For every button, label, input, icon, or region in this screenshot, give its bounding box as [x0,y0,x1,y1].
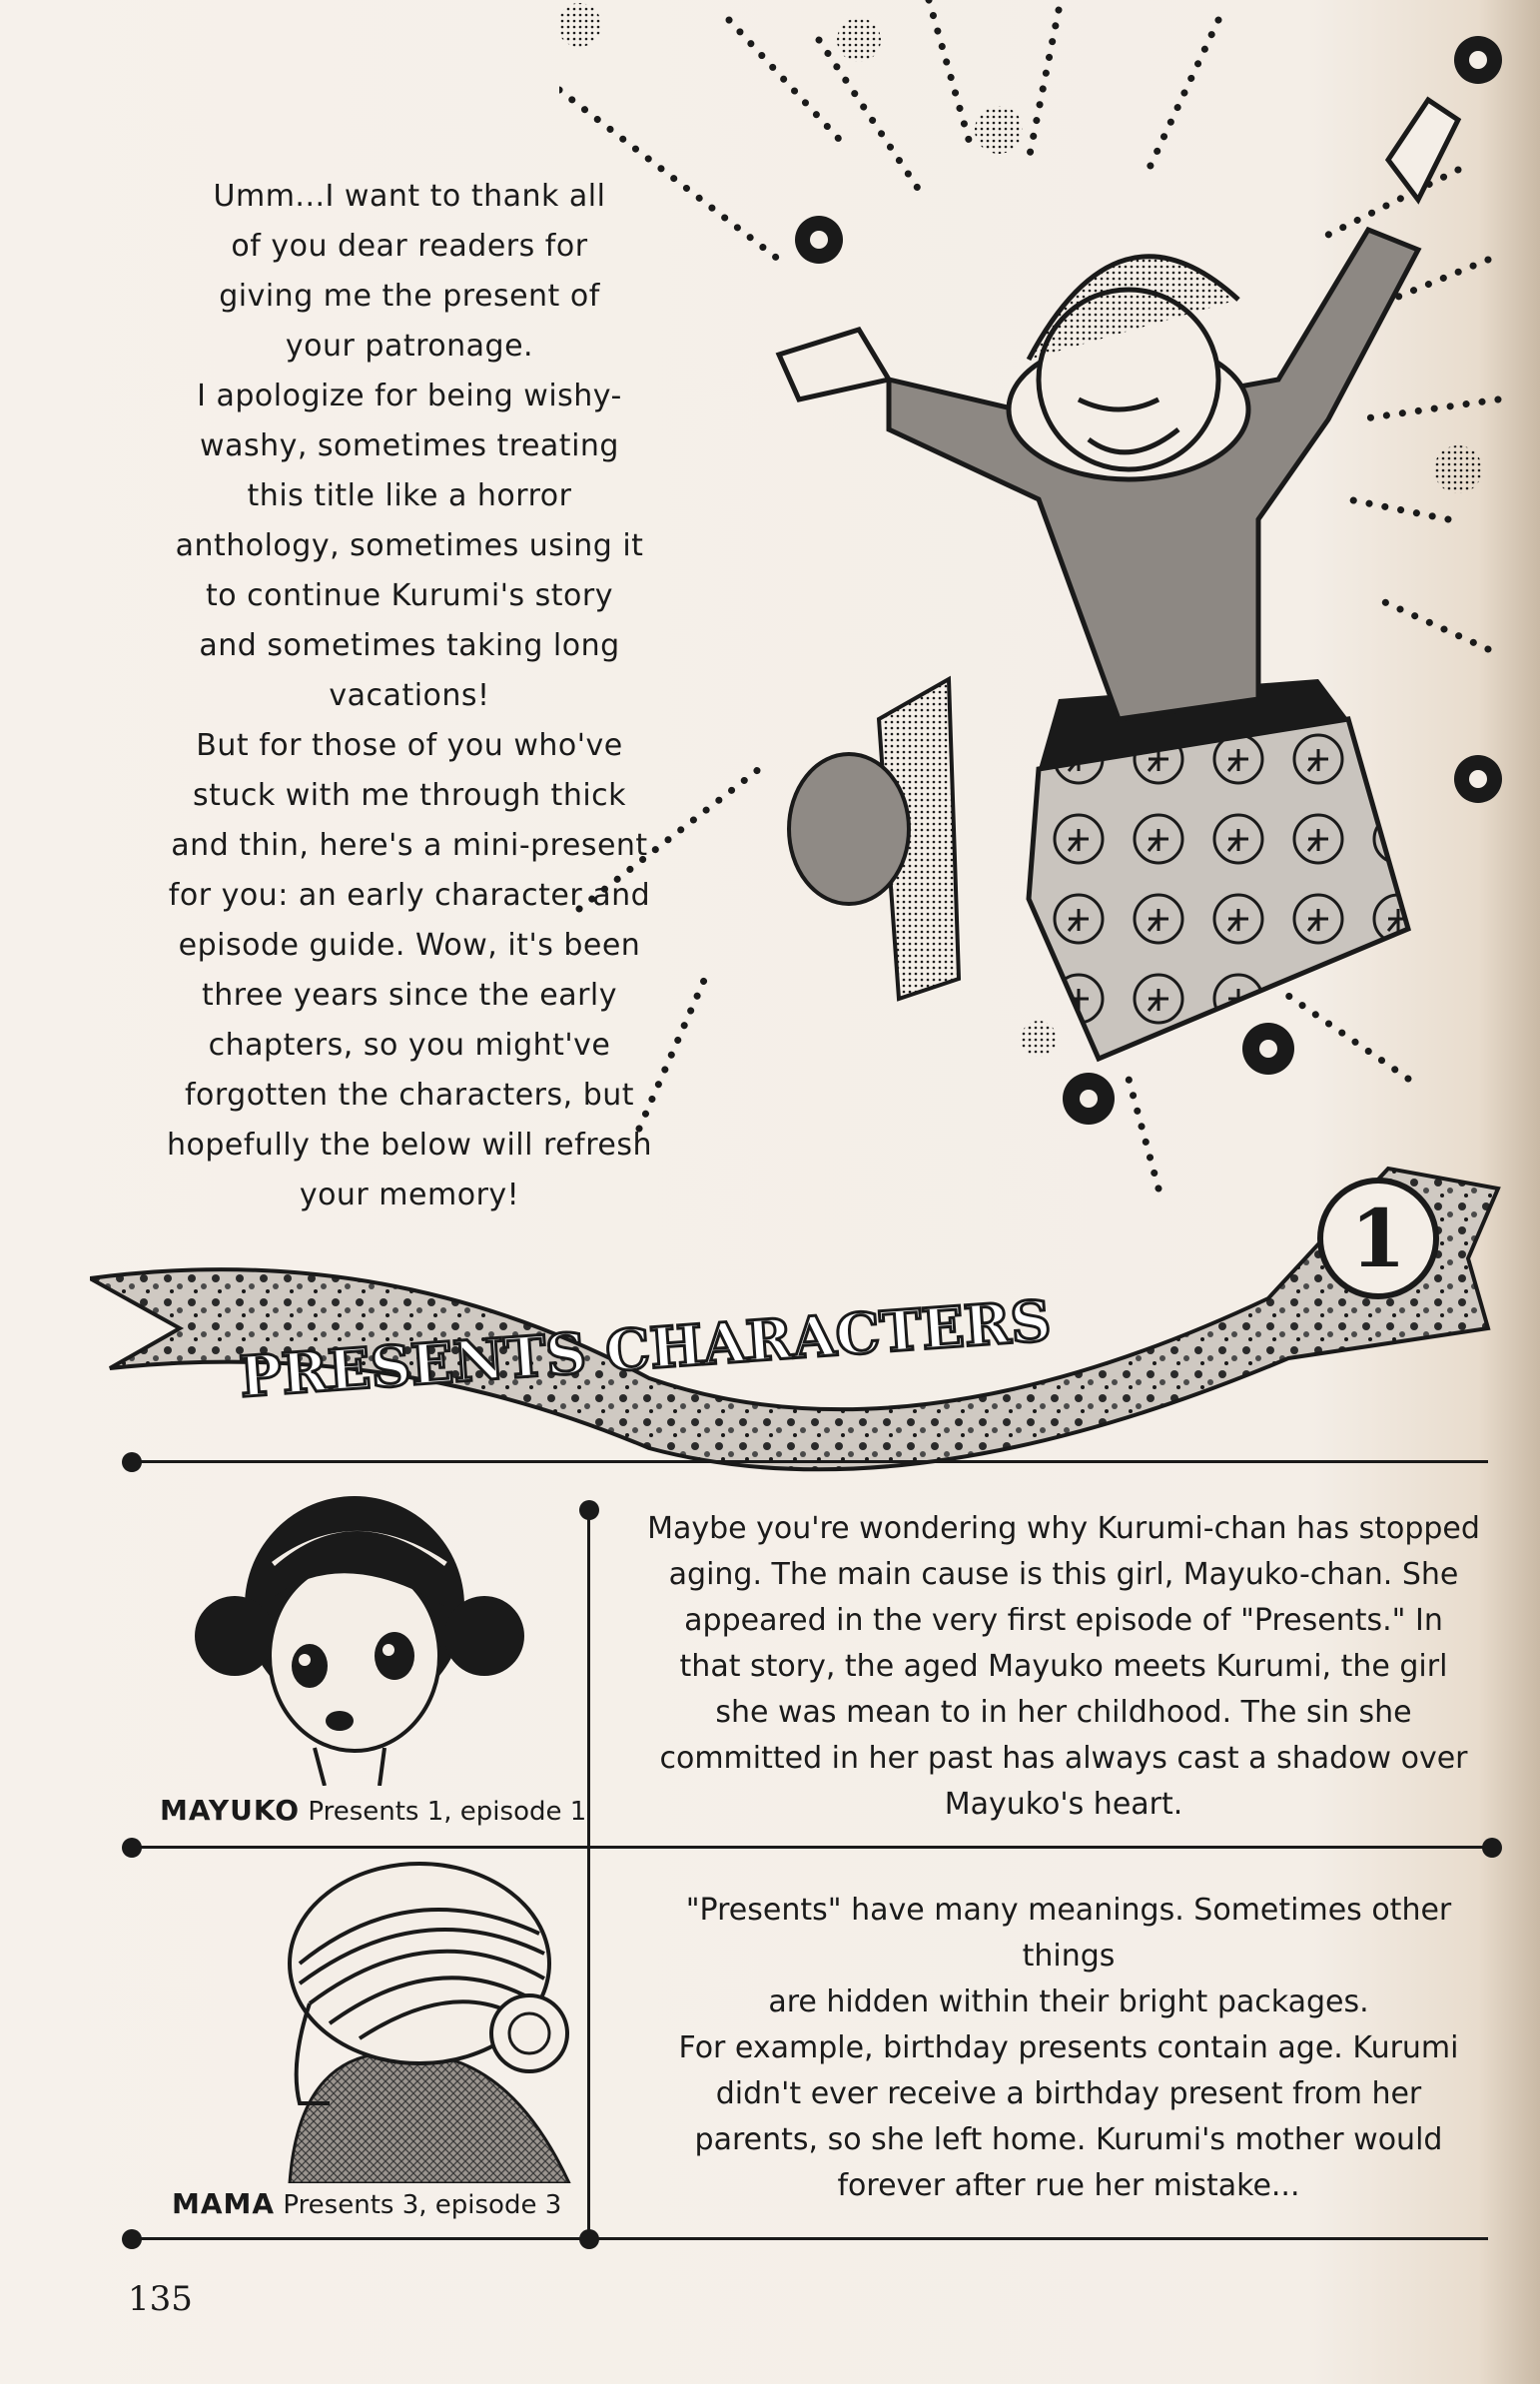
jester-figure [779,100,1458,719]
mayuko-caption [160,1794,586,1827]
intro-line: forgotten the characters, but [184,1078,635,1113]
banner-number: 1 [1350,1192,1406,1285]
intro-line: your memory! [299,1178,520,1212]
description-line: Mayuko's heart. [944,1787,1183,1822]
intro-line: your patronage. [285,329,534,364]
divider-bottom [130,2237,1488,2240]
mama-description [639,1888,1498,2209]
intro-line: But for those of you who've [196,728,623,763]
line-endpoint [579,1500,599,1520]
description-line: For example, birthday presents contain age. Kurumi [678,2030,1459,2065]
line-endpoint [1482,1838,1502,1858]
mayuko-description [639,1506,1488,1828]
banner-title: PRESENTS CHARACTERS [237,1287,1054,1411]
line-endpoint [122,2229,142,2249]
intro-line: washy, sometimes treating [200,428,619,463]
line-endpoint [122,1452,142,1472]
character-name: MAMA [172,2187,276,2220]
divider-middle [130,1846,1488,1849]
description-line: committed in her past has always cast a shadow over [659,1741,1468,1776]
intro-line: Umm...I want to thank all [213,179,606,214]
character-source: Presents 3, episode 3 [283,2190,562,2220]
intro-line: for you: an early character and [168,878,651,913]
description-line: are hidden within their bright packages. [768,1985,1369,2019]
description-line: appeared in the very first episode of "Presents." In [684,1603,1443,1638]
intro-line: chapters, so you might've [208,1028,611,1063]
intro-line: and sometimes taking long [199,628,620,663]
intro-line: I apologize for being wishy- [197,379,622,413]
description-line: Maybe you're wondering why Kurumi-chan has stopped [647,1511,1480,1546]
divider-top [130,1460,1488,1463]
intro-line: of you dear readers for [231,229,588,264]
jester-in-box-illustration [559,0,1540,1198]
intro-line: three years since the early [202,978,617,1013]
description-line: forever after rue her mistake... [837,2168,1300,2203]
character-name: MAYUKO [160,1794,301,1827]
intro-line: and thin, here's a mini-present [171,828,648,863]
burst-lines [559,0,1498,1189]
description-line: "Presents" have many meanings. Sometimes other things [685,1893,1452,1974]
mama-portrait [270,1854,589,2183]
presents-characters-banner [90,1129,1508,1488]
line-endpoint [579,2229,599,2249]
mayuko-portrait [195,1486,534,1786]
intro-line: stuck with me through thick [192,778,627,813]
intro-line: episode guide. Wow, it's been [178,928,641,963]
description-line: she was mean to in her childhood. The sin she [715,1695,1412,1730]
intro-line: this title like a horror [247,478,572,513]
flower-icons [559,3,1502,1125]
intro-line: hopefully the below will refresh [167,1128,652,1163]
description-line: aging. The main cause is this girl, Mayuko-chan. She [668,1557,1459,1592]
line-endpoint [122,1838,142,1858]
gift-box [789,679,1408,1059]
page-number: 135 [128,2279,193,2319]
intro-line: giving me the present of [219,279,600,314]
intro-line: anthology, sometimes using it [175,528,644,563]
description-line: that story, the aged Mayuko meets Kurumi, the girl [679,1649,1448,1684]
intro-line: vacations! [329,678,490,713]
intro-line: to continue Kurumi's story [206,578,613,613]
description-line: didn't ever receive a birthday present from her [715,2076,1422,2111]
character-source: Presents 1, episode 1 [308,1797,587,1827]
description-line: parents, so she left home. Kurumi's mother would [694,2122,1443,2157]
mama-caption [172,2187,561,2220]
